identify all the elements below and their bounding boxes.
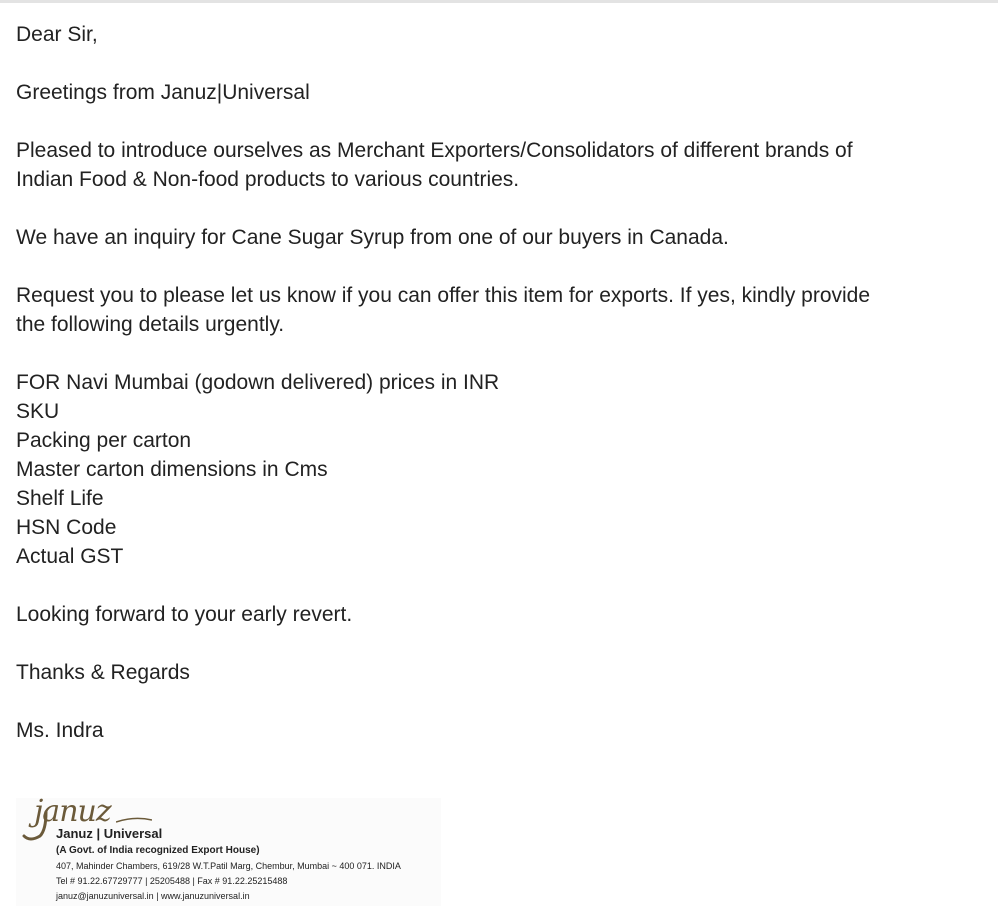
greeting: Greetings from Januz|Universal [16, 81, 310, 104]
email-body [16, 20, 991, 745]
details-list [16, 368, 991, 571]
detail-item: HSN Code [16, 516, 117, 539]
request-line-1: Request you to please let us know if you can offer this item for exports. If yes, kindly provide [16, 284, 871, 307]
detail-item: Actual GST [16, 545, 124, 568]
sender-name: Ms. Indra [16, 719, 104, 742]
logo-wordmark: januz [34, 794, 111, 829]
closing-line: Looking forward to your early revert. [16, 603, 353, 626]
company-recognition: (A Govt. of India recognized Export House) [56, 845, 260, 856]
detail-item: SKU [16, 400, 60, 423]
inquiry-text: We have an inquiry for Cane Sugar Syrup from one of our buyers in Canada. [16, 226, 729, 249]
regards: Thanks & Regards [16, 661, 190, 684]
detail-item: Master carton dimensions in Cms [16, 458, 328, 481]
intro-line-2: Indian Food & Non-food products to various countries. [16, 168, 520, 191]
company-name: Januz | Universal [56, 826, 163, 841]
salutation: Dear Sir, [16, 23, 98, 46]
detail-item: Packing per carton [16, 429, 192, 452]
detail-item: FOR Navi Mumbai (godown delivered) prices in INR [16, 371, 500, 394]
company-phone: Tel # 91.22.67729777 | 25205488 | Fax # 91.22.25215488 [56, 876, 288, 886]
intro-line-1: Pleased to introduce ourselves as Merchant Exporters/Consolidators of different brands of [16, 139, 853, 162]
logo-underline-icon [116, 816, 152, 824]
request-line-2: the following details urgently. [16, 313, 285, 336]
company-web: januz@januzuniversal.in | www.januzuniversal.in [56, 891, 250, 901]
top-border [0, 0, 998, 3]
detail-item: Shelf Life [16, 487, 104, 510]
company-address: 407, Mahinder Chambers, 619/28 W.T.Patil Marg, Chembur, Mumbai ~ 400 071. INDIA [56, 861, 401, 871]
email-signature [16, 794, 441, 906]
